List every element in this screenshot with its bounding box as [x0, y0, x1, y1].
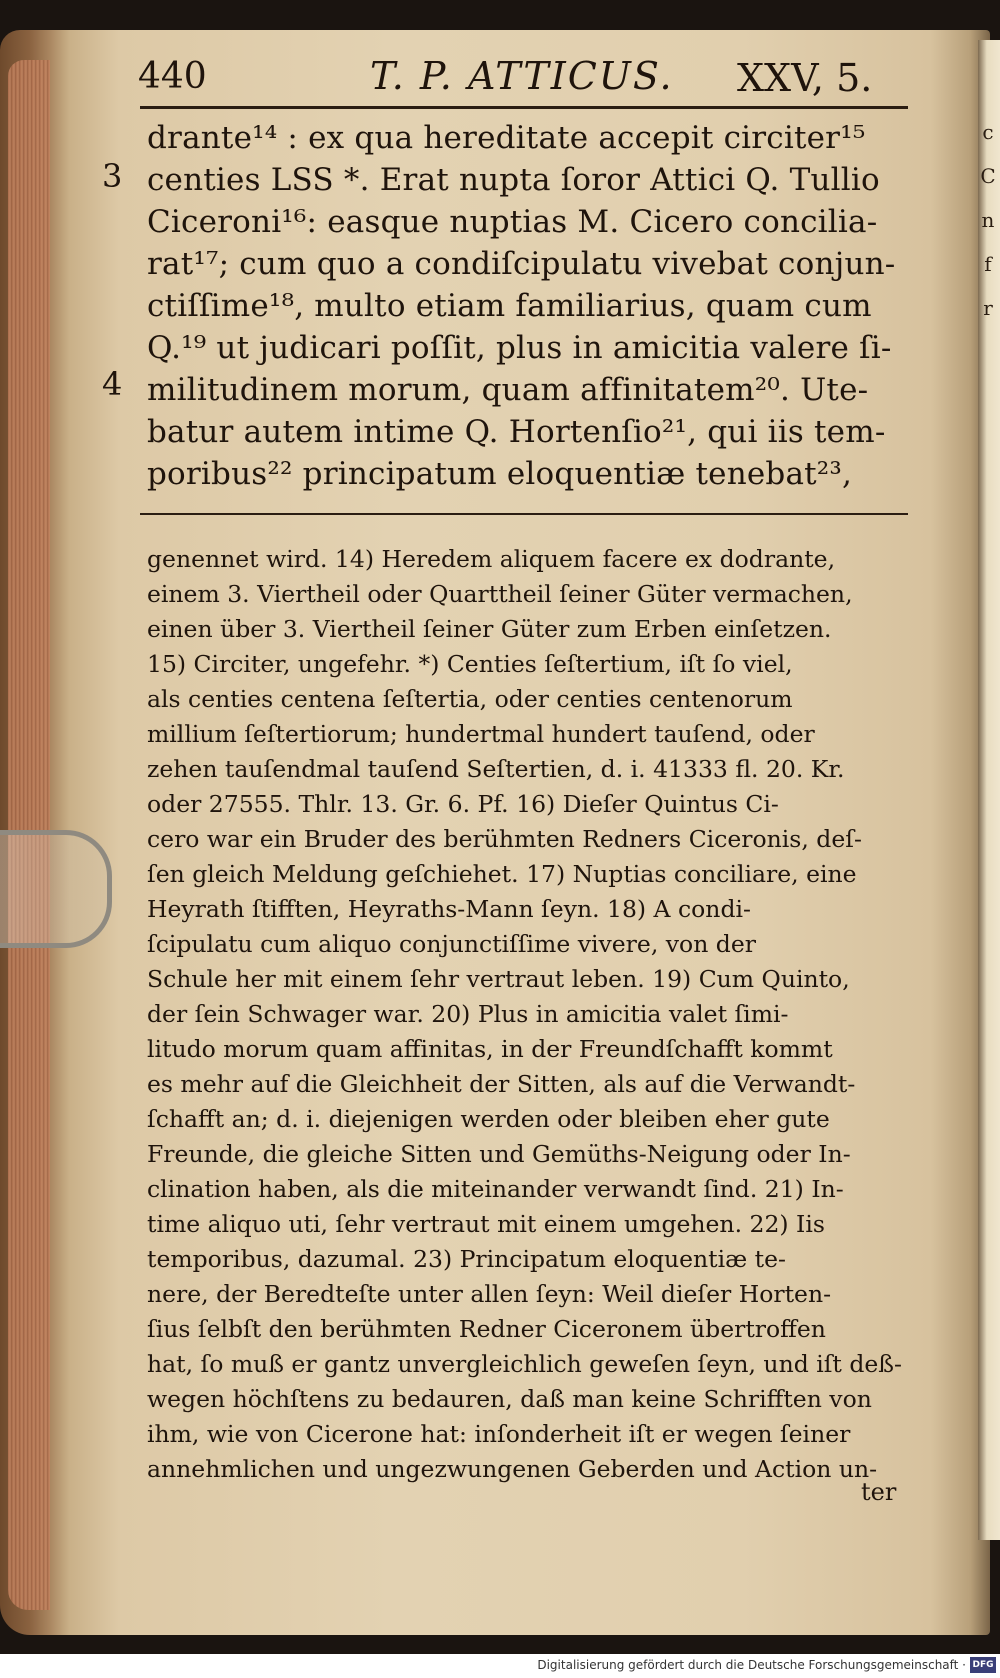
notes-rule — [140, 513, 908, 515]
note-line: 15) Circiter, ungefehr. *) Centies ſeſtertium, iſt ſo viel, — [147, 650, 793, 678]
note-line: als centies centena ſeſtertia, oder centies centenorum — [147, 685, 793, 713]
note-line: clination haben, als die miteinander verwandt ſind. 21) In- — [147, 1175, 844, 1203]
note-line: einen über 3. Viertheil ſeiner Güter zum Erben einſetzen. — [147, 615, 832, 643]
margin-number: 3 — [102, 157, 123, 195]
main-text-line: Ciceroni¹⁶: easque nuptias M. Cicero concilia- — [147, 204, 878, 240]
main-text-line: drante¹⁴ : ex qua hereditate accepit circiter¹⁵ — [147, 120, 866, 156]
note-line: litudo morum quam affinitas, in der Freundſchafft kommt — [147, 1035, 833, 1063]
main-text-line: batur autem intime Q. Hortenſio²¹, qui iis tem- — [147, 414, 886, 450]
fragment: c — [982, 120, 994, 144]
note-line: genennet wird. 14) Heredem aliquem facere ex dodrante, — [147, 545, 836, 573]
note-line: Schule her mit einem ſehr vertraut leben. 19) Cum Quinto, — [147, 965, 850, 993]
fragment: f — [984, 252, 992, 276]
note-line: Heyrath ſtifften, Heyraths-Mann ſeyn. 18) A condi- — [147, 895, 751, 923]
note-line: millium ſeſtertiorum; hundertmal hundert tauſend, oder — [147, 720, 815, 748]
note-line: ihm, wie von Cicerone hat: inſonderheit iſt er wegen ſeiner — [147, 1420, 851, 1448]
note-line: temporibus, dazumal. 23) Principatum eloquentiæ te- — [147, 1245, 786, 1273]
note-line: ſchafft an; d. i. diejenigen werden oder bleiben eher gute — [147, 1105, 830, 1133]
fragment: r — [983, 296, 993, 320]
page-number: 440 — [138, 56, 207, 97]
note-line: es mehr auf die Gleichheit der Sitten, als auf die Verwandt- — [147, 1070, 856, 1098]
main-text-line: Q.¹⁹ ut judicari poſſit, plus in amicitia valere ſi- — [147, 330, 892, 366]
margin-number: 4 — [102, 365, 123, 403]
note-line: nere, der Beredteſte unter allen ſeyn: Weil dieſer Horten- — [147, 1280, 832, 1308]
main-text-line: militudinem morum, quam affinitatem²⁰. Ute- — [147, 372, 869, 408]
header-rule — [140, 106, 908, 109]
fragment: n — [981, 208, 995, 232]
note-line: der ſein Schwager war. 20) Plus in amicitia valet ſimi- — [147, 1000, 789, 1028]
note-line: time aliquo uti, ſehr vertraut mit einem umgehen. 22) Iis — [147, 1210, 825, 1238]
note-line: cero war ein Bruder des berühmten Redners Ciceronis, deſ- — [147, 825, 862, 853]
note-line: oder 27555. Thlr. 13. Gr. 6. Pf. 16) Dieſer Quintus Ci- — [147, 790, 779, 818]
section-number: XXV, 5. — [737, 56, 873, 100]
dfg-logo: DFG — [970, 1657, 996, 1673]
note-line: Freunde, die gleiche Sitten und Gemüths-Neigung oder In- — [147, 1140, 851, 1168]
note-line: annehmlichen und ungezwungenen Geberden und Action un- — [147, 1455, 878, 1483]
catchword: ter — [861, 1478, 897, 1506]
note-line: wegen höchſtens zu bedauren, daß man keine Schrifften von — [147, 1385, 872, 1413]
note-line: einem 3. Viertheil oder Quarttheil ſeiner Güter vermachen, — [147, 580, 853, 608]
main-text-line: centies LSS *. Erat nupta ſoror Attici Q. Tullio — [147, 162, 880, 198]
fragment: C — [980, 164, 996, 188]
main-text-line: ctiſſime¹⁸, multo etiam familiarius, quam cum — [147, 288, 872, 324]
main-text-line: poribus²² principatum eloquentiæ tenebat²³, — [147, 456, 853, 492]
facing-page-fragments — [980, 110, 996, 330]
note-line: hat, ſo muß er gantz unvergleichlich geweſen ſeyn, und iſt deß- — [147, 1350, 902, 1378]
digitization-credit: Digitalisierung gefördert durch die Deutsche Forschungsgemeinschaft · — [0, 1654, 1000, 1678]
note-line: zehen tauſendmal tauſend Seſtertien, d. i. 41333 fl. 20. Kr. — [147, 755, 845, 783]
note-line: ſcipulatu cum aliquo conjunctiſſime vivere, von der — [147, 930, 756, 958]
running-title: T. P. ATTICUS. — [370, 54, 674, 98]
main-text-line: rat¹⁷; cum quo a condiſcipulatu vivebat conjun- — [147, 246, 896, 282]
note-line: ſen gleich Meldung geſchiehet. 17) Nuptias conciliare, eine — [147, 860, 857, 888]
book-clip — [0, 830, 112, 948]
note-line: ſius ſelbſt den berühmten Redner Ciceronem übertroffen — [147, 1315, 826, 1343]
